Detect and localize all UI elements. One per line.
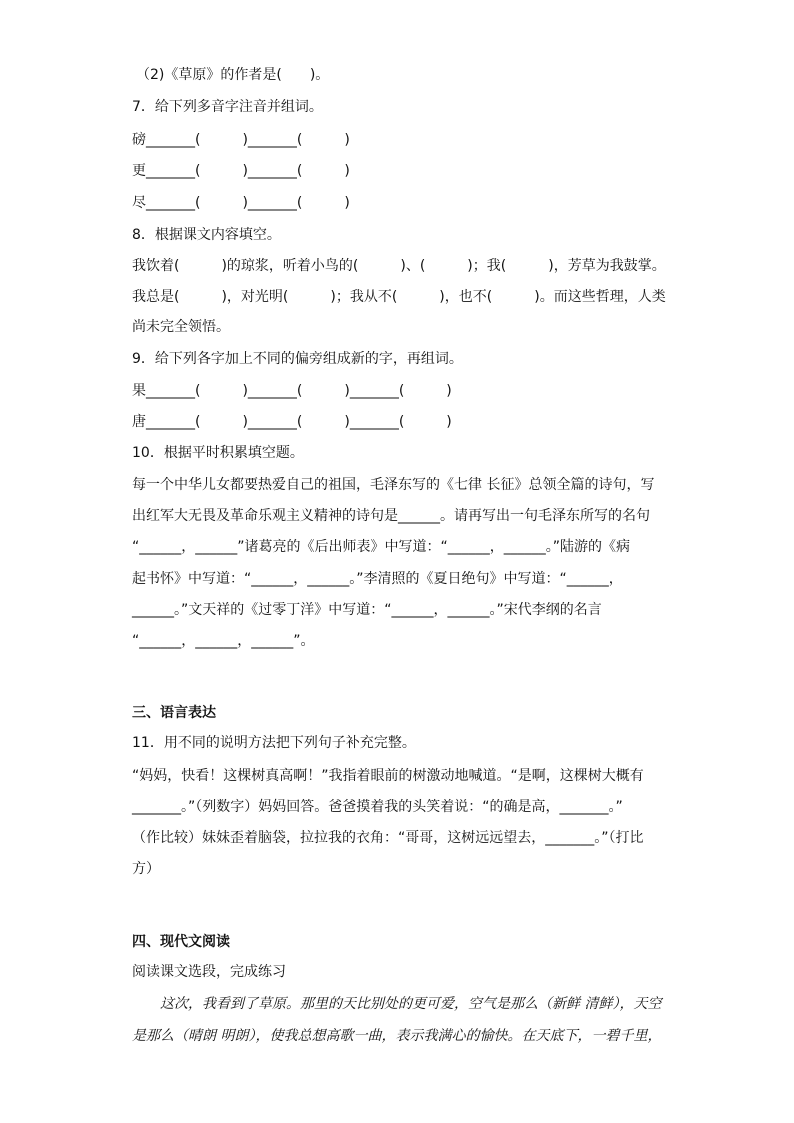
fill-blank-line: 尚未完全领悟。	[132, 319, 230, 335]
poem-fill-line: 出红军大无畏及革命乐观主义精神的诗句是______。请再写出一句毛泽东所写的名句	[132, 508, 650, 524]
question-7-title: 7．给下列多音字注音并组词。	[132, 99, 323, 115]
question-10-title: 10．根据平时积累填空题。	[132, 445, 304, 461]
poem-fill-line: “______，______，______”。	[132, 633, 315, 649]
fill-blank-line: 我总是( )，对光明( )；我从不( )，也不( )。而这些哲理，人类	[132, 289, 666, 305]
expression-line: “妈妈，快看！这棵树真高啊！”我指着眼前的树激动地喊道。“是啊，这棵树大概有	[132, 768, 644, 784]
fill-blank-line: 我饮着( )的琼浆，听着小鸟的( )、( )；我( )，芳草为我鼓掌。	[132, 258, 666, 274]
poem-fill-line: 起书怀》中写道：“______，______。”李清照的《夏日绝句》中写道：“______，	[132, 571, 623, 587]
question-8-title: 8．根据课文内容填空。	[132, 227, 281, 243]
polyphone-row: 尽_______( )_______( )	[132, 195, 350, 211]
radical-row: 唐_______( )_______( )_______( )	[132, 414, 452, 430]
passage-line: 这次，我看到了草原。那里的天比别处的更可爱，空气是那么（新鲜 清鲜），天空	[160, 996, 662, 1012]
expression-line: 方）	[132, 861, 160, 877]
poem-fill-line: “______，______”诸葛亮的《后出师表》中写道：“______，______。”陆游的《病	[132, 539, 631, 555]
polyphone-row: 磅_______( )_______( )	[132, 132, 350, 148]
section-3-heading: 三、语言表达	[132, 705, 216, 721]
poem-fill-line: ______。”文天祥的《过零丁洋》中写道：“______，______。”宋代李纲的名言	[132, 602, 602, 618]
question-9-title: 9．给下列各字加上不同的偏旁组成新的字，再组词。	[132, 351, 463, 367]
question-6-part-2: （2)《草原》的作者是( )。	[136, 67, 330, 83]
reading-instruction: 阅读课文选段，完成练习	[132, 964, 286, 980]
expression-line: （作比较）妹妹歪着脑袋，拉拉我的衣角：“哥哥，这树远远望去，_______。”（打比	[132, 830, 644, 846]
radical-row: 果_______( )_______( )_______( )	[132, 383, 452, 399]
passage-line: 是那么（晴朗 明朗），使我总想高歌一曲，表示我满心的愉快。在天底下，一碧千里，	[132, 1028, 662, 1044]
section-4-heading: 四、现代文阅读	[132, 934, 230, 950]
question-11-title: 11．用不同的说明方法把下列句子补充完整。	[132, 735, 416, 751]
polyphone-row: 更_______( )_______( )	[132, 163, 350, 179]
expression-line: _______。”（列数字）妈妈回答。爸爸摸着我的头笑着说：“的确是高，_______。”	[132, 799, 623, 815]
poem-fill-line: 每一个中华儿女都要热爱自己的祖国，毛泽东写的《七律 长征》总领全篇的诗句，写	[132, 477, 655, 493]
